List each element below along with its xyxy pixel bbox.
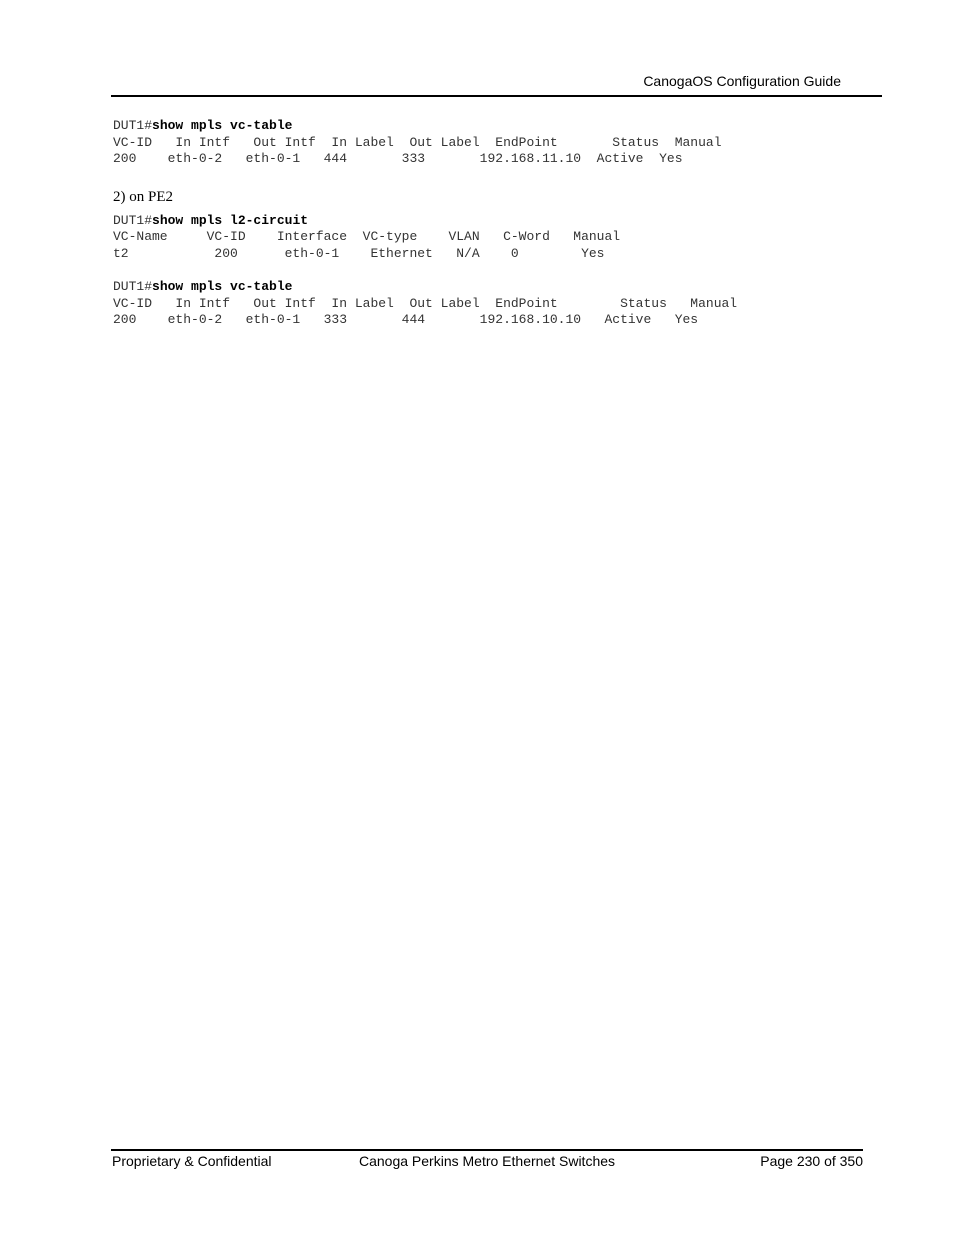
footer-left-text: Proprietary & Confidential <box>112 1153 272 1169</box>
cli-prompt: DUT1# <box>113 279 153 294</box>
cli-command: show mpls l2-circuit <box>152 212 309 228</box>
code-row-line: 200 eth-0-2 eth-0-1 444 333 192.168.11.10 Active Yes <box>113 151 683 166</box>
footer-divider <box>111 1149 863 1151</box>
cli-prompt: DUT1# <box>113 212 153 228</box>
pe2-vc-table-block <box>113 279 873 329</box>
page-header-title: CanogaOS Configuration Guide <box>643 73 841 89</box>
cli-prompt: DUT1# <box>113 118 153 133</box>
code-header-line: VC-ID In Intf Out Intf In Label Out Label EndPoint Status Manual <box>113 295 738 311</box>
footer-page-number: Page 230 of 350 <box>760 1153 863 1169</box>
code-header-line: VC-Name VC-ID Interface VC-type VLAN C-Word Manual <box>113 229 621 244</box>
cli-command: show mpls vc-table <box>152 118 293 133</box>
code-row-line: t2 200 eth-0-1 Ethernet N/A 0 Yes <box>113 245 605 261</box>
footer-center-text: Canoga Perkins Metro Ethernet Switches <box>359 1153 616 1169</box>
code-command-line <box>113 213 873 230</box>
pe1-vc-table-block <box>113 118 873 168</box>
code-command-line <box>113 118 873 135</box>
page-content <box>113 118 873 329</box>
page-footer <box>112 1153 863 1171</box>
cli-command: show mpls vc-table <box>152 279 293 294</box>
section-label-pe2: 2) on PE2 <box>113 188 173 205</box>
code-row-line: 200 eth-0-2 eth-0-1 333 444 192.168.10.10 Active Yes <box>113 312 699 327</box>
code-header-line: VC-ID In Intf Out Intf In Label Out Label EndPoint Status Manual <box>113 134 722 150</box>
header-divider <box>111 95 882 97</box>
code-command-line <box>113 279 873 296</box>
pe2-l2-circuit-block <box>113 213 873 263</box>
